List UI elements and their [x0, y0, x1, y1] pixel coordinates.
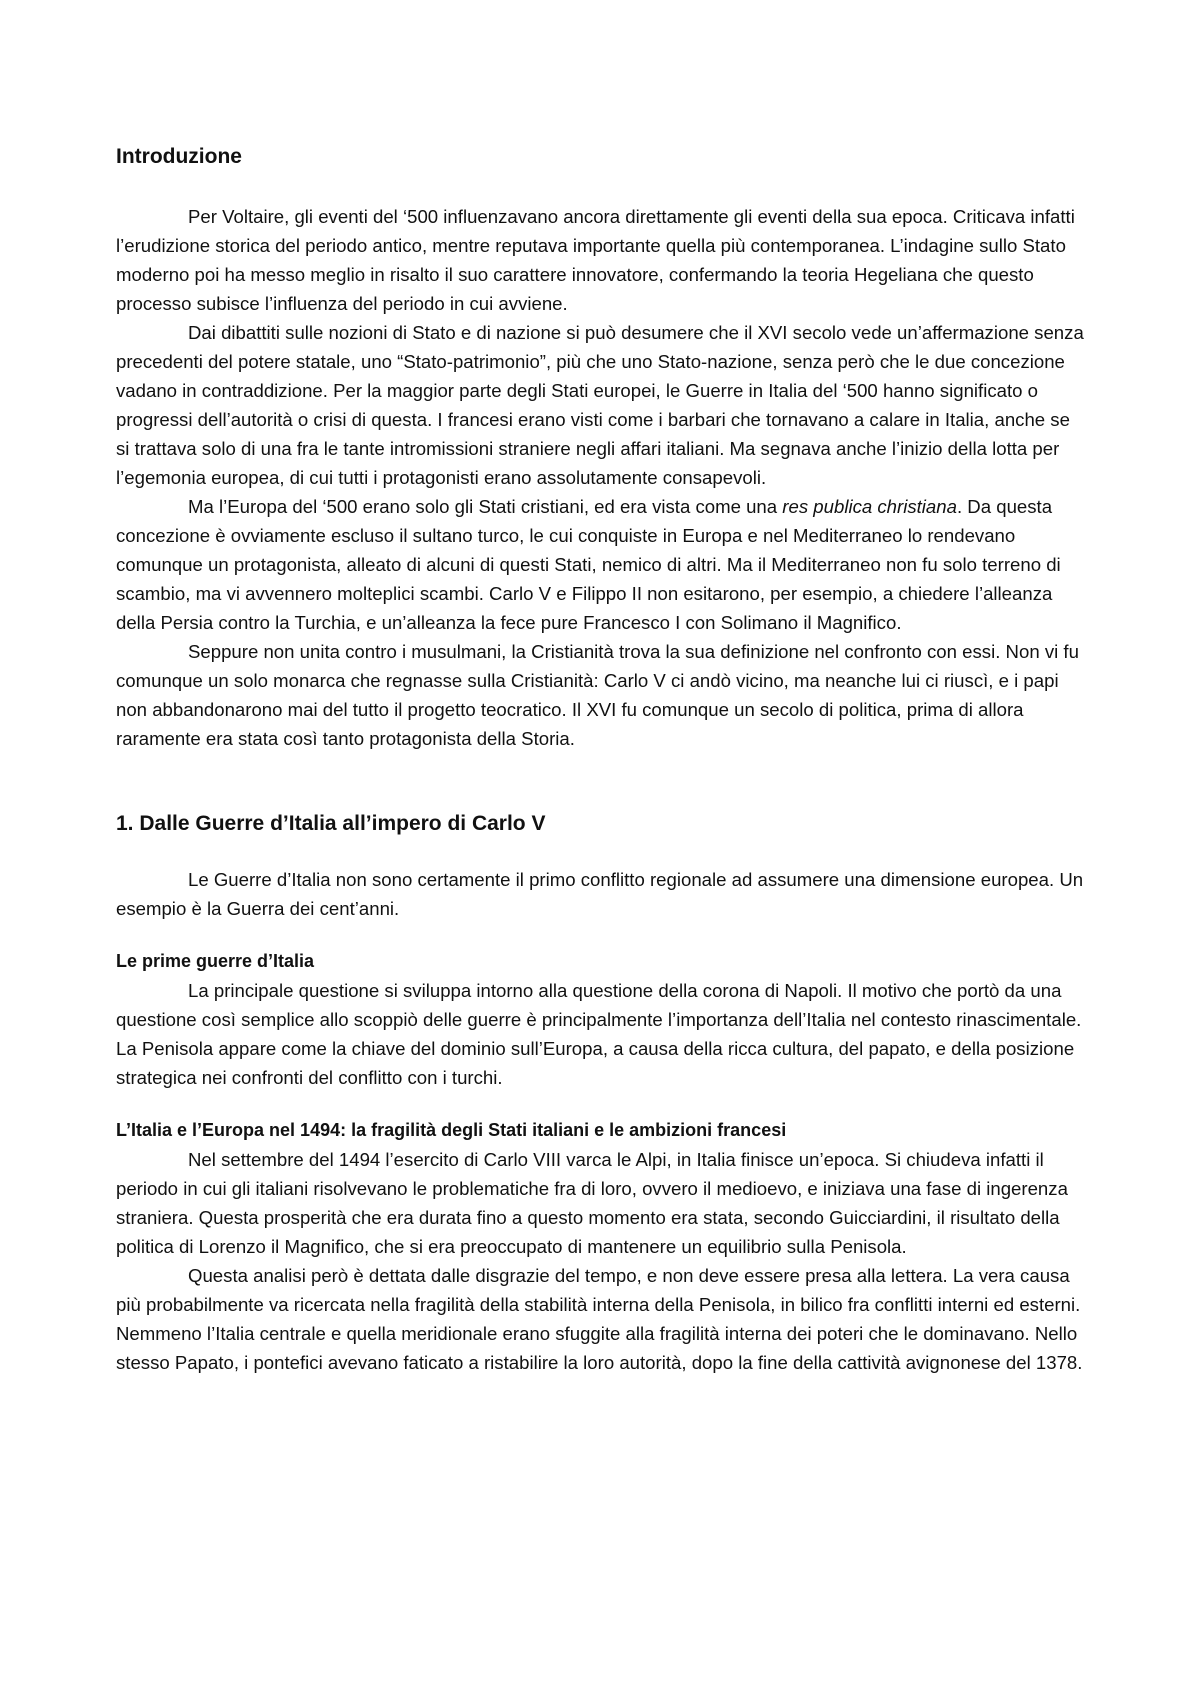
intro-paragraph-3 [116, 492, 1086, 637]
document-body [116, 142, 1086, 1377]
intro-heading: Introduzione [116, 145, 242, 168]
chapter-1-heading: 1. Dalle Guerre d’Italia all’impero di Carlo V [116, 812, 546, 835]
section-italia-1494-heading: L’Italia e l’Europa nel 1494: la fragilità degli Stati italiani e le ambizioni francesi [116, 1120, 787, 1140]
section-italia-1494-paragraph-1: Nel settembre del 1494 l’esercito di Carlo VIII varca le Alpi, in Italia finisce un’epoca. Si chiudeva infatti il periodo in cui gli italiani risolvevano le problematiche fra di loro, ovvero il medioevo, e iniziava una fase di ingerenza straniera. Questa prosperità che era durata fino a questo momento era stata, secondo Guicciardini, il risultato della politica di Lorenzo il Magnifico, che si era preoccupato di mantenere un equilibrio sulla Penisola. [116, 1149, 1068, 1257]
section-prime-guerre-paragraph: La principale questione si sviluppa intorno alla questione della corona di Napoli. Il motivo che portò da una questione così semplice allo scoppiò delle guerre è principalmente l’importanza dell’Italia nel contesto rinascimentale. La Penisola appare come la chiave del dominio sull’Europa, a causa della ricca cultura, del papato, e della posizione strategica nei confronti del conflitto con i turchi. [116, 980, 1082, 1088]
intro-paragraph-2: Dai dibattiti sulle nozioni di Stato e di nazione si può desumere che il XVI secolo vede un’affermazione senza precedenti del potere statale, uno “Stato-patrimonio”, più che uno Stato-nazione, senza però che le due concezione vadano in contraddizione. Per la maggior parte degli Stati europei, le Guerre in Italia del ‘500 hanno significato o progressi dell’autorità o crisi di questa. I francesi erano visti come i barbari che tornavano a calare in Italia, anche se si trattava solo di una fra le tante intromissioni straniere negli affari italiani. Ma segnava anche l’inizio della lotta per l’egemonia europea, di cui tutti i protagonisti erano assolutamente consapevoli. [116, 322, 1084, 488]
intro-paragraph-1: Per Voltaire, gli eventi del ‘500 influenzavano ancora direttamente gli eventi della sua epoca. Criticava infatti l’erudizione storica del periodo antico, mentre reputava importante quella più contemporanea. L’indagine sullo Stato moderno poi ha messo meglio in risalto il suo carattere innovatore, confermando la teoria Hegeliana che questo processo subisce l’influenza del periodo in cui avviene. [116, 206, 1075, 314]
intro-paragraph-3-text-b: . Da questa concezione è ovviamente escluso il sultano turco, le cui conquiste in Europa e nel Mediterraneo lo rendevano comunque un protagonista, alleato di alcuni di questi Stati, nemico di altri. Ma il Mediterraneo non fu solo terreno di scambio, ma vi avvennero molteplici scambi. Carlo V e Filippo II non esitarono, per esempio, a chiedere l’alleanza della Persia contro la Turchia, e un’alleanza la fece pure Francesco I con Solimano il Magnifico. [116, 496, 1061, 633]
section-prime-guerre-heading: Le prime guerre d’Italia [116, 951, 315, 971]
intro-paragraph-3-italic: res publica christiana [782, 496, 957, 517]
intro-paragraph-3-text-a: Ma l’Europa del ‘500 erano solo gli Stati cristiani, ed era vista come una [188, 496, 783, 517]
section-italia-1494-paragraph-2: Questa analisi però è dettata dalle disgrazie del tempo, e non deve essere presa alla lettera. La vera causa più probabilmente va ricercata nella fragilità della stabilità interna della Penisola, in bilico fra conflitti interni ed esterni. Nemmeno l’Italia centrale e quella meridionale erano sfuggite alla fragilità interna dei poteri che le dominavano. Nello stesso Papato, i pontefici avevano faticato a ristabilire la loro autorità, dopo la fine della cattività avignonese del 1378. [116, 1265, 1083, 1373]
intro-paragraph-4: Seppure non unita contro i musulmani, la Cristianità trova la sua definizione nel confronto con essi. Non vi fu comunque un solo monarca che regnasse sulla Cristianità: Carlo V ci andò vicino, ma neanche lui ci riuscì, e i papi non abbandonarono mai del tutto il progetto teocratico. Il XVI fu comunque un secolo di politica, prima di allora raramente era stata così tanto protagonista della Storia. [116, 641, 1079, 749]
chapter-1-intro-paragraph: Le Guerre d’Italia non sono certamente il primo conflitto regionale ad assumere una dimensione europea. Un esempio è la Guerra dei cent’anni. [116, 869, 1084, 919]
